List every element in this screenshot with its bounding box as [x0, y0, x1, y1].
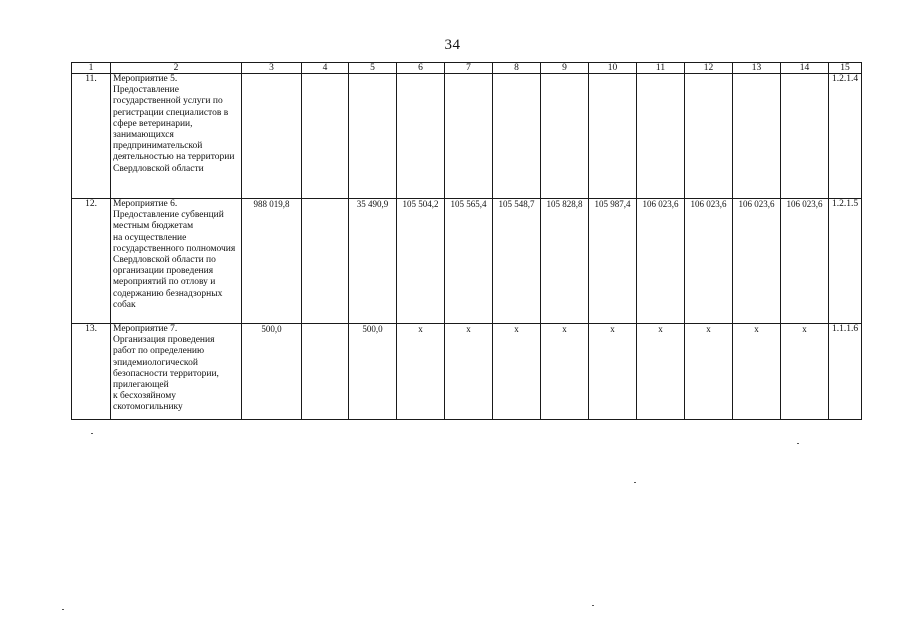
- cell-col13: x: [733, 324, 781, 420]
- column-header: 10: [589, 63, 637, 74]
- table-header-row: [72, 63, 862, 74]
- cell-col6: [397, 74, 445, 199]
- cell-col6: 105 504,2: [397, 199, 445, 324]
- cell-total: 500,0: [242, 324, 302, 420]
- column-header: 2: [111, 63, 242, 74]
- scan-speck: [62, 609, 64, 610]
- column-header: 11: [637, 63, 685, 74]
- cell-col14: x: [781, 324, 829, 420]
- cell-col5: 500,0: [349, 324, 397, 420]
- scan-speck: [592, 605, 594, 606]
- cell-col12: [685, 74, 733, 199]
- cell-col12: x: [685, 324, 733, 420]
- page-number: 34: [444, 37, 461, 53]
- cell-col11: x: [637, 324, 685, 420]
- column-header: 8: [493, 63, 541, 74]
- cell-col5: 35 490,9: [349, 199, 397, 324]
- column-header: 14: [781, 63, 829, 74]
- program-table: [71, 62, 862, 420]
- target-code: 1.1.1.6: [829, 324, 862, 420]
- cell-col10: 105 987,4: [589, 199, 637, 324]
- cell-col13: 106 023,6: [733, 199, 781, 324]
- cell-col14: 106 023,6: [781, 199, 829, 324]
- cell-col11: 106 023,6: [637, 199, 685, 324]
- column-header: 12: [685, 63, 733, 74]
- activity-name: Мероприятие 6. Предоставление субвенций местным бюджетам на осуществление государственного полномочия Свердловской области по организации проведения мероприятий по отлову и содержанию безнадзорных собак: [111, 199, 242, 324]
- column-header: 15: [829, 63, 862, 74]
- activity-name: Мероприятие 5. Предоставление государственной услуги по регистрации специалистов в сфере ветеринарии, занимающихся предпринимательской деятельностью на территории Свердловской области: [111, 74, 242, 199]
- column-header: 5: [349, 63, 397, 74]
- cell-col8: [493, 74, 541, 199]
- cell-col13: [733, 74, 781, 199]
- table-row: [72, 74, 862, 199]
- cell-total: [242, 74, 302, 199]
- cell-col4: [302, 324, 349, 420]
- cell-col8: x: [493, 324, 541, 420]
- cell-col4: [302, 74, 349, 199]
- column-header: 6: [397, 63, 445, 74]
- cell-col9: 105 828,8: [541, 199, 589, 324]
- activity-name: Мероприятие 7. Организация проведения работ по определению эпидемиологической безопасности территории, прилегающей к бесхозяйному скотомогильнику: [111, 324, 242, 420]
- cell-col10: x: [589, 324, 637, 420]
- cell-col4: [302, 199, 349, 324]
- cell-total: 988 019,8: [242, 199, 302, 324]
- column-header: 3: [242, 63, 302, 74]
- cell-col5: [349, 74, 397, 199]
- cell-col14: [781, 74, 829, 199]
- scan-speck: [91, 433, 93, 434]
- row-number: 13.: [72, 324, 111, 420]
- target-code: 1.2.1.4: [829, 74, 862, 199]
- table-row: [72, 199, 862, 324]
- scan-speck: [797, 443, 799, 444]
- row-number: 12.: [72, 199, 111, 324]
- cell-col7: 105 565,4: [445, 199, 493, 324]
- cell-col6: x: [397, 324, 445, 420]
- column-header: 13: [733, 63, 781, 74]
- target-code: 1.2.1.5: [829, 199, 862, 324]
- column-header: 4: [302, 63, 349, 74]
- cell-col11: [637, 74, 685, 199]
- column-header: 1: [72, 63, 111, 74]
- cell-col9: x: [541, 324, 589, 420]
- cell-col12: 106 023,6: [685, 199, 733, 324]
- cell-col7: x: [445, 324, 493, 420]
- table-row: [72, 324, 862, 420]
- row-number: 11.: [72, 74, 111, 199]
- cell-col8: 105 548,7: [493, 199, 541, 324]
- cell-col9: [541, 74, 589, 199]
- cell-col10: [589, 74, 637, 199]
- column-header: 9: [541, 63, 589, 74]
- column-header: 7: [445, 63, 493, 74]
- cell-col7: [445, 74, 493, 199]
- scan-speck: [634, 482, 636, 483]
